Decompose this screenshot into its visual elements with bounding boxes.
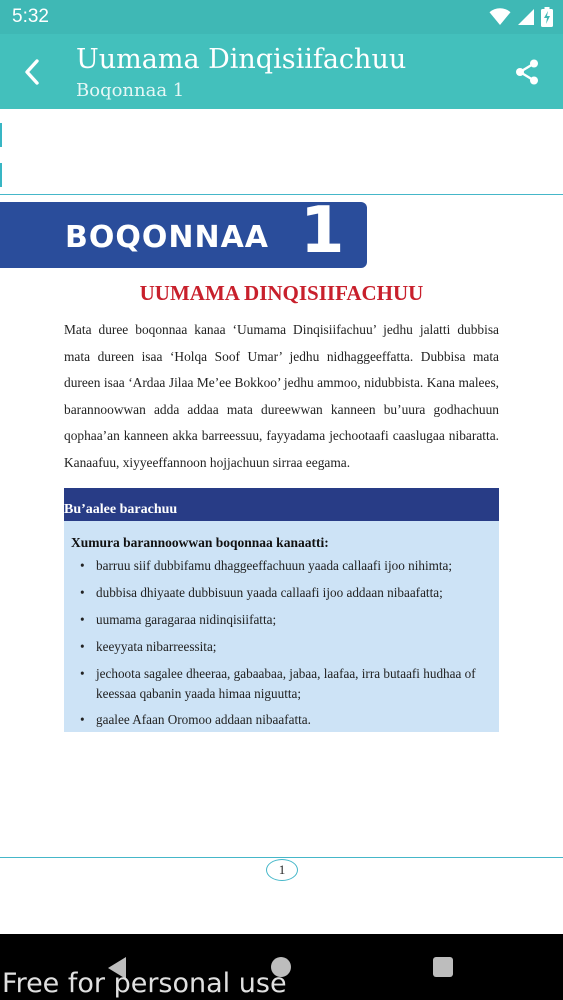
objective-item: • keeyyata nibarreessita; <box>96 637 491 657</box>
nav-recents-icon[interactable] <box>433 957 453 977</box>
page-bottom-rule <box>0 857 563 858</box>
watermark-text: Free for personal use <box>2 968 287 999</box>
objective-item: • gaalee Afaan Oromoo addaan nibaafatta. <box>96 710 491 730</box>
intro-paragraph: Mata duree boqonnaa kanaa ‘Uumama Dinqisiifachuu’ jedhu jalatti dubbisa mata dureen isaa ‘Holqa Soof Umar’ jedhu nidhaggeeffatta. Dubbisa mata dureen isaa ‘Ardaa Jilaa Me’ee Bokkoo’ jedhu ammoo, nidubbista. Kana malees, barannoowwan adda addaa mata dureewwan kanneen bu’uura godhachuun qophaa’an kanneen akka barreessuu, fayyadama jechootaafi caaslugaa nibaratta. Kanaafuu, xiyyeeffannoon hojjachuun sirraa eegama. <box>64 322 499 470</box>
chapter-heading: UUMAMA DINQISIIFACHUU <box>139 281 424 305</box>
objective-item: • uumama garagaraa nidinqisiifatta; <box>96 610 491 630</box>
chapter-number: 1 <box>300 194 345 268</box>
margin-marker <box>0 163 2 187</box>
wifi-icon <box>489 8 511 26</box>
page-top-rule <box>0 194 563 195</box>
status-bar <box>0 0 563 34</box>
margin-marker <box>0 123 2 147</box>
app-subtitle: Boqonnaa 1 <box>76 80 185 101</box>
chapter-word: BOQONNAA <box>65 220 270 255</box>
status-time: 5:32 <box>12 6 49 27</box>
learning-objectives-box <box>64 488 499 732</box>
battery-charging-icon <box>541 7 553 27</box>
objectives-header <box>64 488 499 521</box>
status-icons <box>489 6 553 28</box>
navigation-bar <box>0 934 563 1000</box>
share-button[interactable] <box>511 56 543 88</box>
app-title: Uumama Dinqisiifachuu <box>76 44 407 75</box>
objectives-title: Bu’aalee barachuu <box>64 502 178 517</box>
signal-icon <box>517 8 535 26</box>
page-number: 1 <box>266 859 298 881</box>
back-button[interactable] <box>14 54 50 90</box>
objectives-lead: Xumura barannoowwan boqonnaa kanaatti: <box>71 535 329 550</box>
chapter-banner <box>0 194 367 268</box>
objective-item: • dubbisa dhiyaate dubbisuun yaada callaafi ijoo addaan nibaafatta; <box>96 583 491 603</box>
objective-item: • jechoota sagalee dheeraa, gabaabaa, jabaa, laafaa, irra butaafi hudhaa of keessaa qabanin yaada himaa niguutta; <box>96 664 491 704</box>
chevron-left-icon <box>22 58 42 86</box>
objective-item: • barruu siif dubbifamu dhaggeeffachuun yaada callaafi ijoo nihimta; <box>96 556 491 576</box>
app-bar <box>0 34 563 109</box>
document-viewer[interactable] <box>0 109 563 934</box>
share-icon <box>513 58 541 86</box>
